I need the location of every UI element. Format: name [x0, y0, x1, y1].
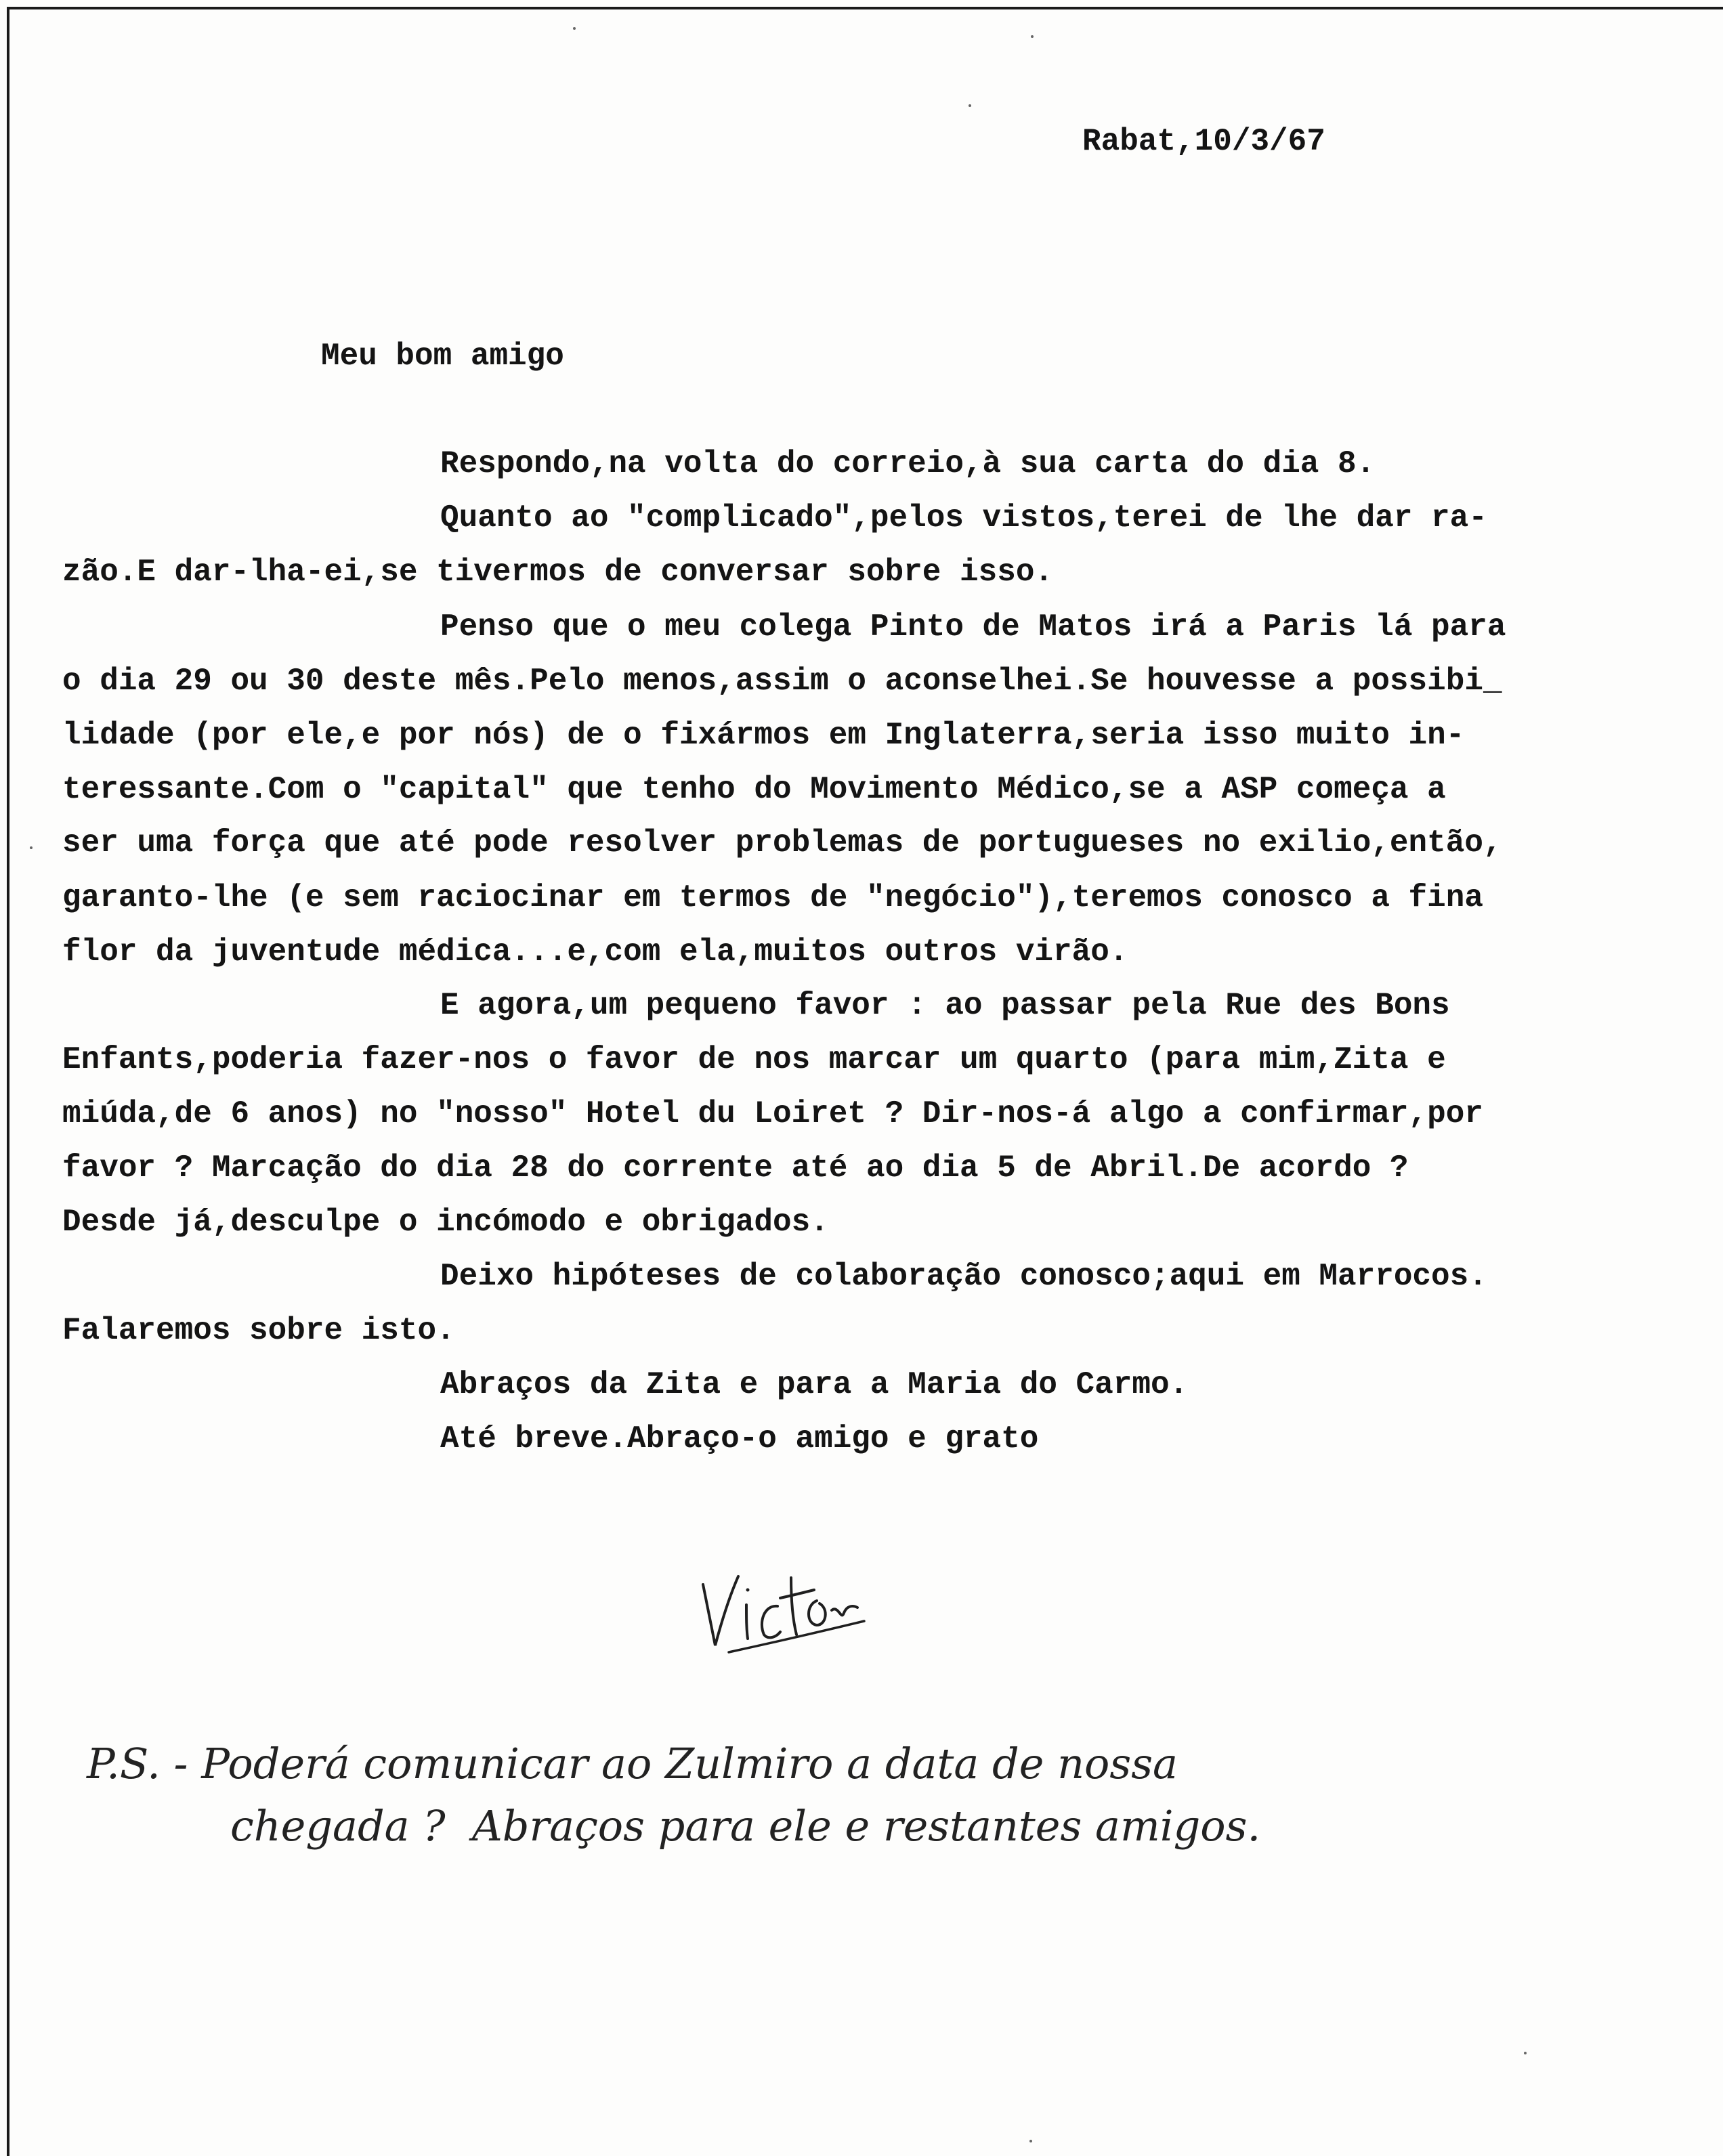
- body-line: Desde já,desculpe o incómodo e obrigados.: [62, 1205, 829, 1240]
- salutation: Meu bom amigo: [321, 339, 564, 374]
- body-line: favor ? Marcação do dia 28 do corrente até ao dia 5 de Abril.De acordo ?: [62, 1150, 1409, 1186]
- page-border-top: [7, 7, 1723, 9]
- paper-speck: [1524, 2052, 1527, 2054]
- paper-speck: [573, 27, 576, 30]
- body-line: garanto-lhe (e sem raciocinar em termos de "negócio"),teremos conosco a fina: [62, 880, 1483, 915]
- body-line: Falaremos sobre isto.: [62, 1313, 455, 1348]
- closing-line: Até breve.Abraço-o amigo e grato: [440, 1421, 1039, 1457]
- body-line: miúda,de 6 anos) no "nosso" Hotel du Loiret ? Dir-nos-á algo a confirmar,por: [62, 1096, 1483, 1131]
- body-line: Penso que o meu colega Pinto de Matos irá a Paris lá para: [440, 609, 1506, 645]
- body-line: Quanto ao "complicado",pelos vistos,terei de lhe dar ra-: [440, 500, 1487, 536]
- body-line: lidade (por ele,e por nós) de o fixármos em Inglaterra,seria isso muito in-: [62, 718, 1465, 753]
- body-line: flor da juventude médica...e,com ela,muitos outros virão.: [62, 934, 1128, 970]
- paper-speck: [30, 846, 33, 849]
- body-line: E agora,um pequeno favor : ao passar pela Rue des Bons: [440, 988, 1450, 1023]
- postscript-line: chegada ? Abraços para ele e restantes amigos.: [230, 1801, 1261, 1851]
- body-line: Enfants,poderia fazer-nos o favor de nos marcar um quarto (para mim,Zita e: [62, 1042, 1446, 1077]
- paper-speck: [1031, 35, 1034, 38]
- handwritten-signature: [698, 1551, 867, 1659]
- body-line: teressante.Com o "capital" que tenho do Movimento Médico,se a ASP começa a: [62, 772, 1446, 807]
- body-line: Deixo hipóteses de colaboração conosco;aqui em Marrocos.: [440, 1259, 1487, 1294]
- closing-line: Abraços da Zita e para a Maria do Carmo.: [440, 1367, 1189, 1402]
- body-line: zão.E dar-lha-ei,se tivermos de conversar sobre isso.: [62, 555, 1054, 590]
- paper-speck: [969, 104, 971, 107]
- letter-date: Rabat,10/3/67: [1082, 124, 1325, 159]
- body-line: Respondo,na volta do correio,à sua carta do dia 8.: [440, 446, 1376, 481]
- body-line: ser uma força que até pode resolver problemas de portugueses no exilio,então,: [62, 825, 1502, 861]
- body-line: o dia 29 ou 30 deste mês.Pelo menos,assim o aconselhei.Se houvesse a possibi_: [62, 664, 1502, 699]
- page-border-left: [7, 7, 9, 2156]
- paper-speck: [1029, 2140, 1032, 2142]
- postscript-line: P.S. - Poderá comunicar ao Zulmiro a data de nossa: [87, 1739, 1178, 1788]
